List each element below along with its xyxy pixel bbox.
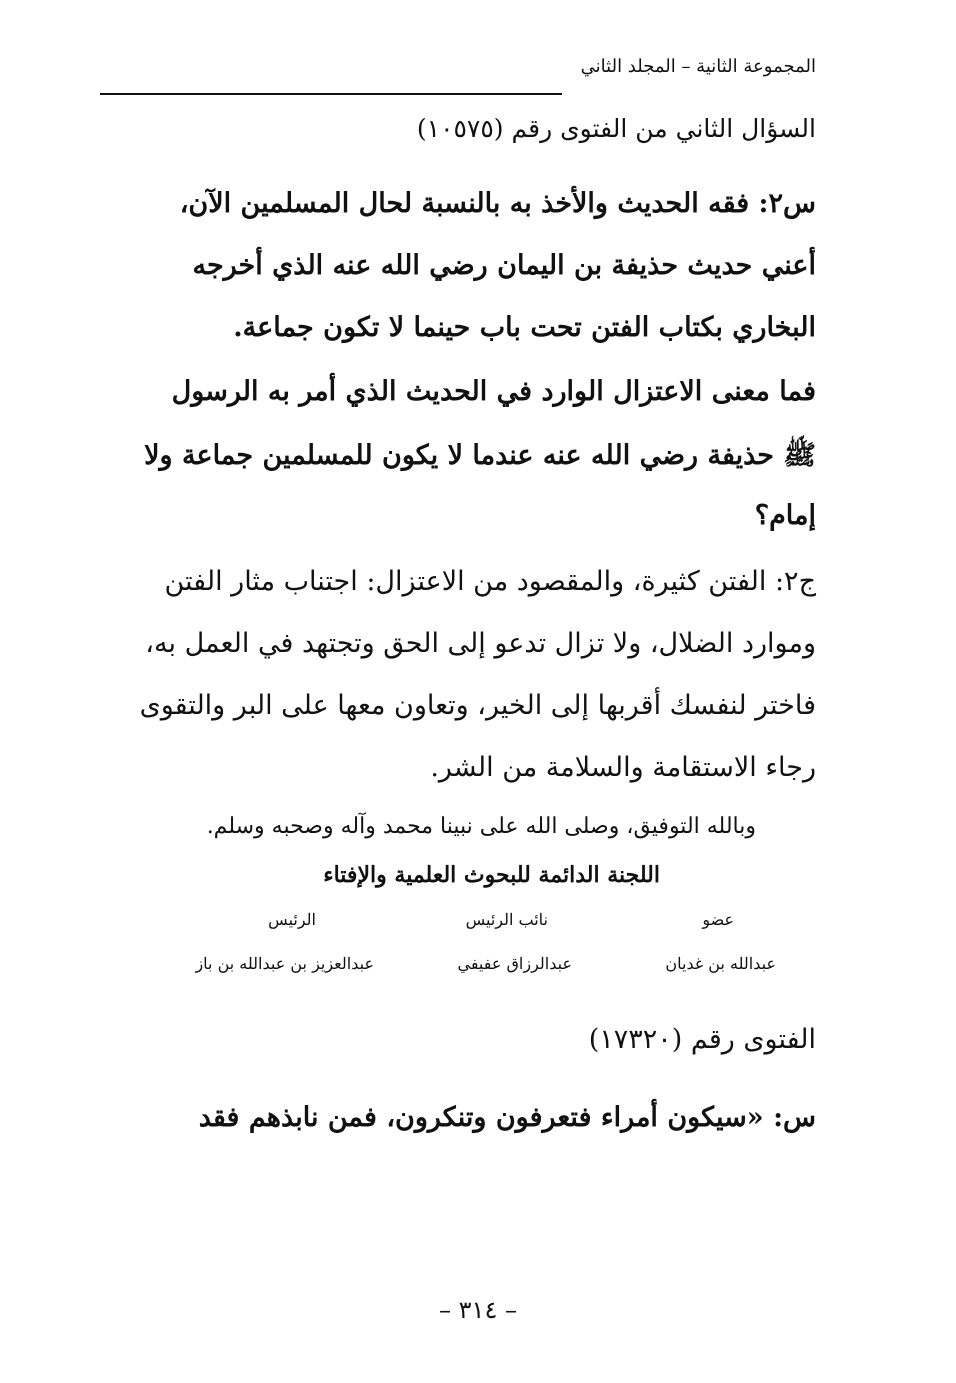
header-rule xyxy=(100,93,562,95)
question-line: فما معنى الاعتزال الوارد في الحديث الذي أمر به الرسول xyxy=(171,376,816,407)
fatwa-subtitle: السؤال الثاني من الفتوى رقم (١٠٥٧٥) xyxy=(416,114,816,143)
signatory-role: الرئيس xyxy=(268,910,316,929)
signatory-name: عبدالعزيز بن عبدالله بن باز xyxy=(195,954,374,973)
page-number: – ٣١٤ – xyxy=(439,1296,517,1324)
answer-line: وموارد الضلال، ولا تزال تدعو إلى الحق وتجتهد في العمل به، xyxy=(145,628,816,659)
answer-line: فاختر لنفسك أقربها إلى الخير، وتعاون معها على البر والتقوى xyxy=(139,690,816,721)
signatory-role: نائب الرئيس xyxy=(465,910,548,929)
signatory-role: عضو xyxy=(702,910,734,929)
committee-name: اللجنة الدائمة للبحوث العلمية والإفتاء xyxy=(323,862,660,888)
question-line: البخاري بكتاب الفتن تحت باب حينما لا تكون جماعة. xyxy=(233,312,816,343)
running-header: المجموعة الثانية – المجلد الثاني xyxy=(580,56,816,77)
signatory-name: عبدالله بن غديان xyxy=(665,954,776,973)
question-line: أعني حديث حذيفة بن اليمان رضي الله عنه الذي أخرجه xyxy=(192,250,816,281)
question-line: ﷺ حذيفة رضي الله عنه عندما لا يكون للمسلمين جماعة ولا xyxy=(144,440,816,471)
question-line: إمام؟ xyxy=(754,500,816,531)
question-line: س: «سيكون أمراء فتعرفون وتنكرون، فمن نابذهم فقد xyxy=(198,1102,816,1133)
closing-line: وبالله التوفيق، وصلى الله على نبينا محمد وآله وصحبه وسلم. xyxy=(206,814,756,839)
question-line: س٢: فقه الحديث والأخذ به بالنسبة لحال المسلمين الآن، xyxy=(179,188,816,219)
signatory-name: عبدالرزاق عفيفي xyxy=(457,954,572,973)
answer-line: ج٢: الفتن كثيرة، والمقصود من الاعتزال: اجتناب مثار الفتن xyxy=(164,566,816,597)
fatwa-title: الفتوى رقم (١٧٣٢٠) xyxy=(588,1024,816,1055)
answer-line: رجاء الاستقامة والسلامة من الشر. xyxy=(430,752,816,783)
